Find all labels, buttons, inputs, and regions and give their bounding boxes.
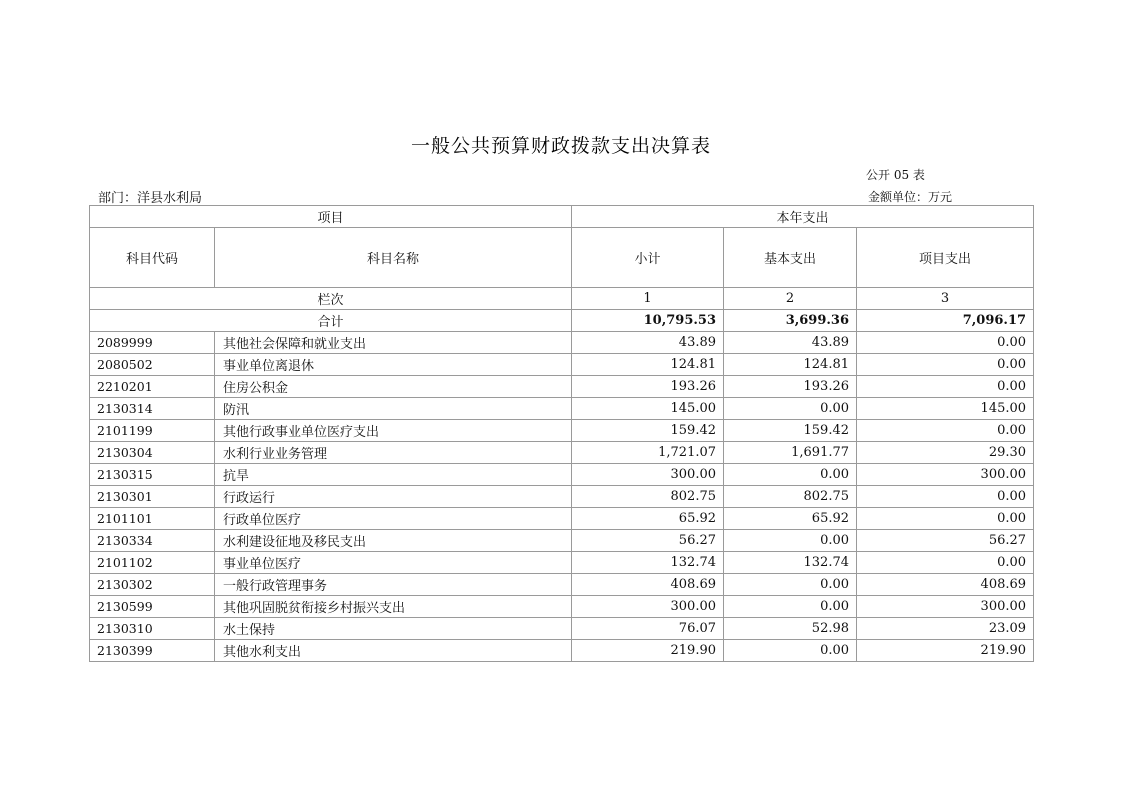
department-label: 部门：洋县水利局 — [98, 191, 203, 206]
row-project: 300.00 — [857, 596, 1034, 618]
row-basic: 52.98 — [724, 618, 857, 640]
table-row — [90, 376, 1034, 398]
column-number-3: 3 — [857, 288, 1034, 310]
table-number: 公开 05 表 — [866, 168, 925, 182]
row-code: 2130334 — [90, 530, 215, 552]
row-project: 145.00 — [857, 398, 1034, 420]
row-name: 水利建设征地及移民支出 — [215, 530, 572, 552]
row-basic: 132.74 — [724, 552, 857, 574]
row-subtotal: 65.92 — [572, 508, 724, 530]
row-project: 0.00 — [857, 376, 1034, 398]
row-project: 23.09 — [857, 618, 1034, 640]
header-code: 科目代码 — [90, 228, 215, 288]
header-row-2 — [90, 228, 1034, 288]
row-code: 2130304 — [90, 442, 215, 464]
column-number-label: 栏次 — [90, 288, 572, 310]
row-basic: 124.81 — [724, 354, 857, 376]
report-title: 一般公共预算财政拨款支出决算表 — [410, 135, 711, 157]
row-code: 2080502 — [90, 354, 215, 376]
row-subtotal: 124.81 — [572, 354, 724, 376]
row-name: 其他巩固脱贫衔接乡村振兴支出 — [215, 596, 572, 618]
row-subtotal: 300.00 — [572, 464, 724, 486]
row-project: 300.00 — [857, 464, 1034, 486]
table-row — [90, 508, 1034, 530]
row-subtotal: 159.42 — [572, 420, 724, 442]
header-basic: 基本支出 — [724, 228, 857, 288]
row-subtotal: 802.75 — [572, 486, 724, 508]
table-row — [90, 332, 1034, 354]
row-project: 29.30 — [857, 442, 1034, 464]
total-project: 7,096.17 — [857, 310, 1034, 332]
total-label: 合计 — [90, 310, 572, 332]
row-project: 56.27 — [857, 530, 1034, 552]
row-name: 事业单位医疗 — [215, 552, 572, 574]
row-project: 0.00 — [857, 332, 1034, 354]
row-basic: 159.42 — [724, 420, 857, 442]
row-name: 水土保持 — [215, 618, 572, 640]
amount-unit-label: 金额单位：万元 — [868, 190, 953, 204]
row-basic: 43.89 — [724, 332, 857, 354]
row-name: 一般行政管理事务 — [215, 574, 572, 596]
row-project: 219.90 — [857, 640, 1034, 662]
table-row — [90, 354, 1034, 376]
row-subtotal: 1,721.07 — [572, 442, 724, 464]
row-code: 2101199 — [90, 420, 215, 442]
header-row-1 — [90, 206, 1034, 228]
row-subtotal: 145.00 — [572, 398, 724, 420]
row-basic: 802.75 — [724, 486, 857, 508]
table-row — [90, 464, 1034, 486]
row-code: 2130315 — [90, 464, 215, 486]
expenditure-table — [89, 205, 1034, 662]
table-row — [90, 420, 1034, 442]
row-basic: 0.00 — [724, 398, 857, 420]
row-code: 2101102 — [90, 552, 215, 574]
row-basic: 0.00 — [724, 530, 857, 552]
row-basic: 0.00 — [724, 464, 857, 486]
row-name: 其他社会保障和就业支出 — [215, 332, 572, 354]
row-name: 抗旱 — [215, 464, 572, 486]
table-row — [90, 574, 1034, 596]
row-project: 0.00 — [857, 354, 1034, 376]
column-number-row — [90, 288, 1034, 310]
table-row — [90, 530, 1034, 552]
table-row — [90, 640, 1034, 662]
row-project: 408.69 — [857, 574, 1034, 596]
row-code: 2130599 — [90, 596, 215, 618]
row-basic: 65.92 — [724, 508, 857, 530]
row-code: 2210201 — [90, 376, 215, 398]
row-name: 防汛 — [215, 398, 572, 420]
row-project: 0.00 — [857, 486, 1034, 508]
table-row — [90, 486, 1034, 508]
row-subtotal: 219.90 — [572, 640, 724, 662]
row-code: 2130302 — [90, 574, 215, 596]
table-row — [90, 618, 1034, 640]
table-body — [90, 206, 1034, 662]
table-row — [90, 442, 1034, 464]
header-current-year: 本年支出 — [572, 206, 1034, 228]
table-row — [90, 596, 1034, 618]
header-subtotal: 小计 — [572, 228, 724, 288]
row-project: 0.00 — [857, 552, 1034, 574]
row-basic: 0.00 — [724, 640, 857, 662]
row-code: 2130399 — [90, 640, 215, 662]
total-basic: 3,699.36 — [724, 310, 857, 332]
row-basic: 193.26 — [724, 376, 857, 398]
row-project: 0.00 — [857, 508, 1034, 530]
row-name: 行政单位医疗 — [215, 508, 572, 530]
row-basic: 0.00 — [724, 596, 857, 618]
table-row — [90, 552, 1034, 574]
row-subtotal: 300.00 — [572, 596, 724, 618]
row-subtotal: 132.74 — [572, 552, 724, 574]
row-basic: 1,691.77 — [724, 442, 857, 464]
row-code: 2130310 — [90, 618, 215, 640]
row-subtotal: 56.27 — [572, 530, 724, 552]
row-name: 行政运行 — [215, 486, 572, 508]
row-name: 住房公积金 — [215, 376, 572, 398]
total-row — [90, 310, 1034, 332]
total-subtotal: 10,795.53 — [572, 310, 724, 332]
row-name: 水利行业业务管理 — [215, 442, 572, 464]
row-basic: 0.00 — [724, 574, 857, 596]
row-subtotal: 43.89 — [572, 332, 724, 354]
row-code: 2101101 — [90, 508, 215, 530]
row-subtotal: 408.69 — [572, 574, 724, 596]
row-subtotal: 193.26 — [572, 376, 724, 398]
row-code: 2130301 — [90, 486, 215, 508]
column-number-2: 2 — [724, 288, 857, 310]
header-project-expenditure: 项目支出 — [857, 228, 1034, 288]
header-project: 项目 — [90, 206, 572, 228]
row-code: 2089999 — [90, 332, 215, 354]
row-project: 0.00 — [857, 420, 1034, 442]
row-subtotal: 76.07 — [572, 618, 724, 640]
table-row — [90, 398, 1034, 420]
column-number-1: 1 — [572, 288, 724, 310]
row-code: 2130314 — [90, 398, 215, 420]
header-name: 科目名称 — [215, 228, 572, 288]
row-name: 事业单位离退休 — [215, 354, 572, 376]
row-name: 其他行政事业单位医疗支出 — [215, 420, 572, 442]
row-name: 其他水利支出 — [215, 640, 572, 662]
